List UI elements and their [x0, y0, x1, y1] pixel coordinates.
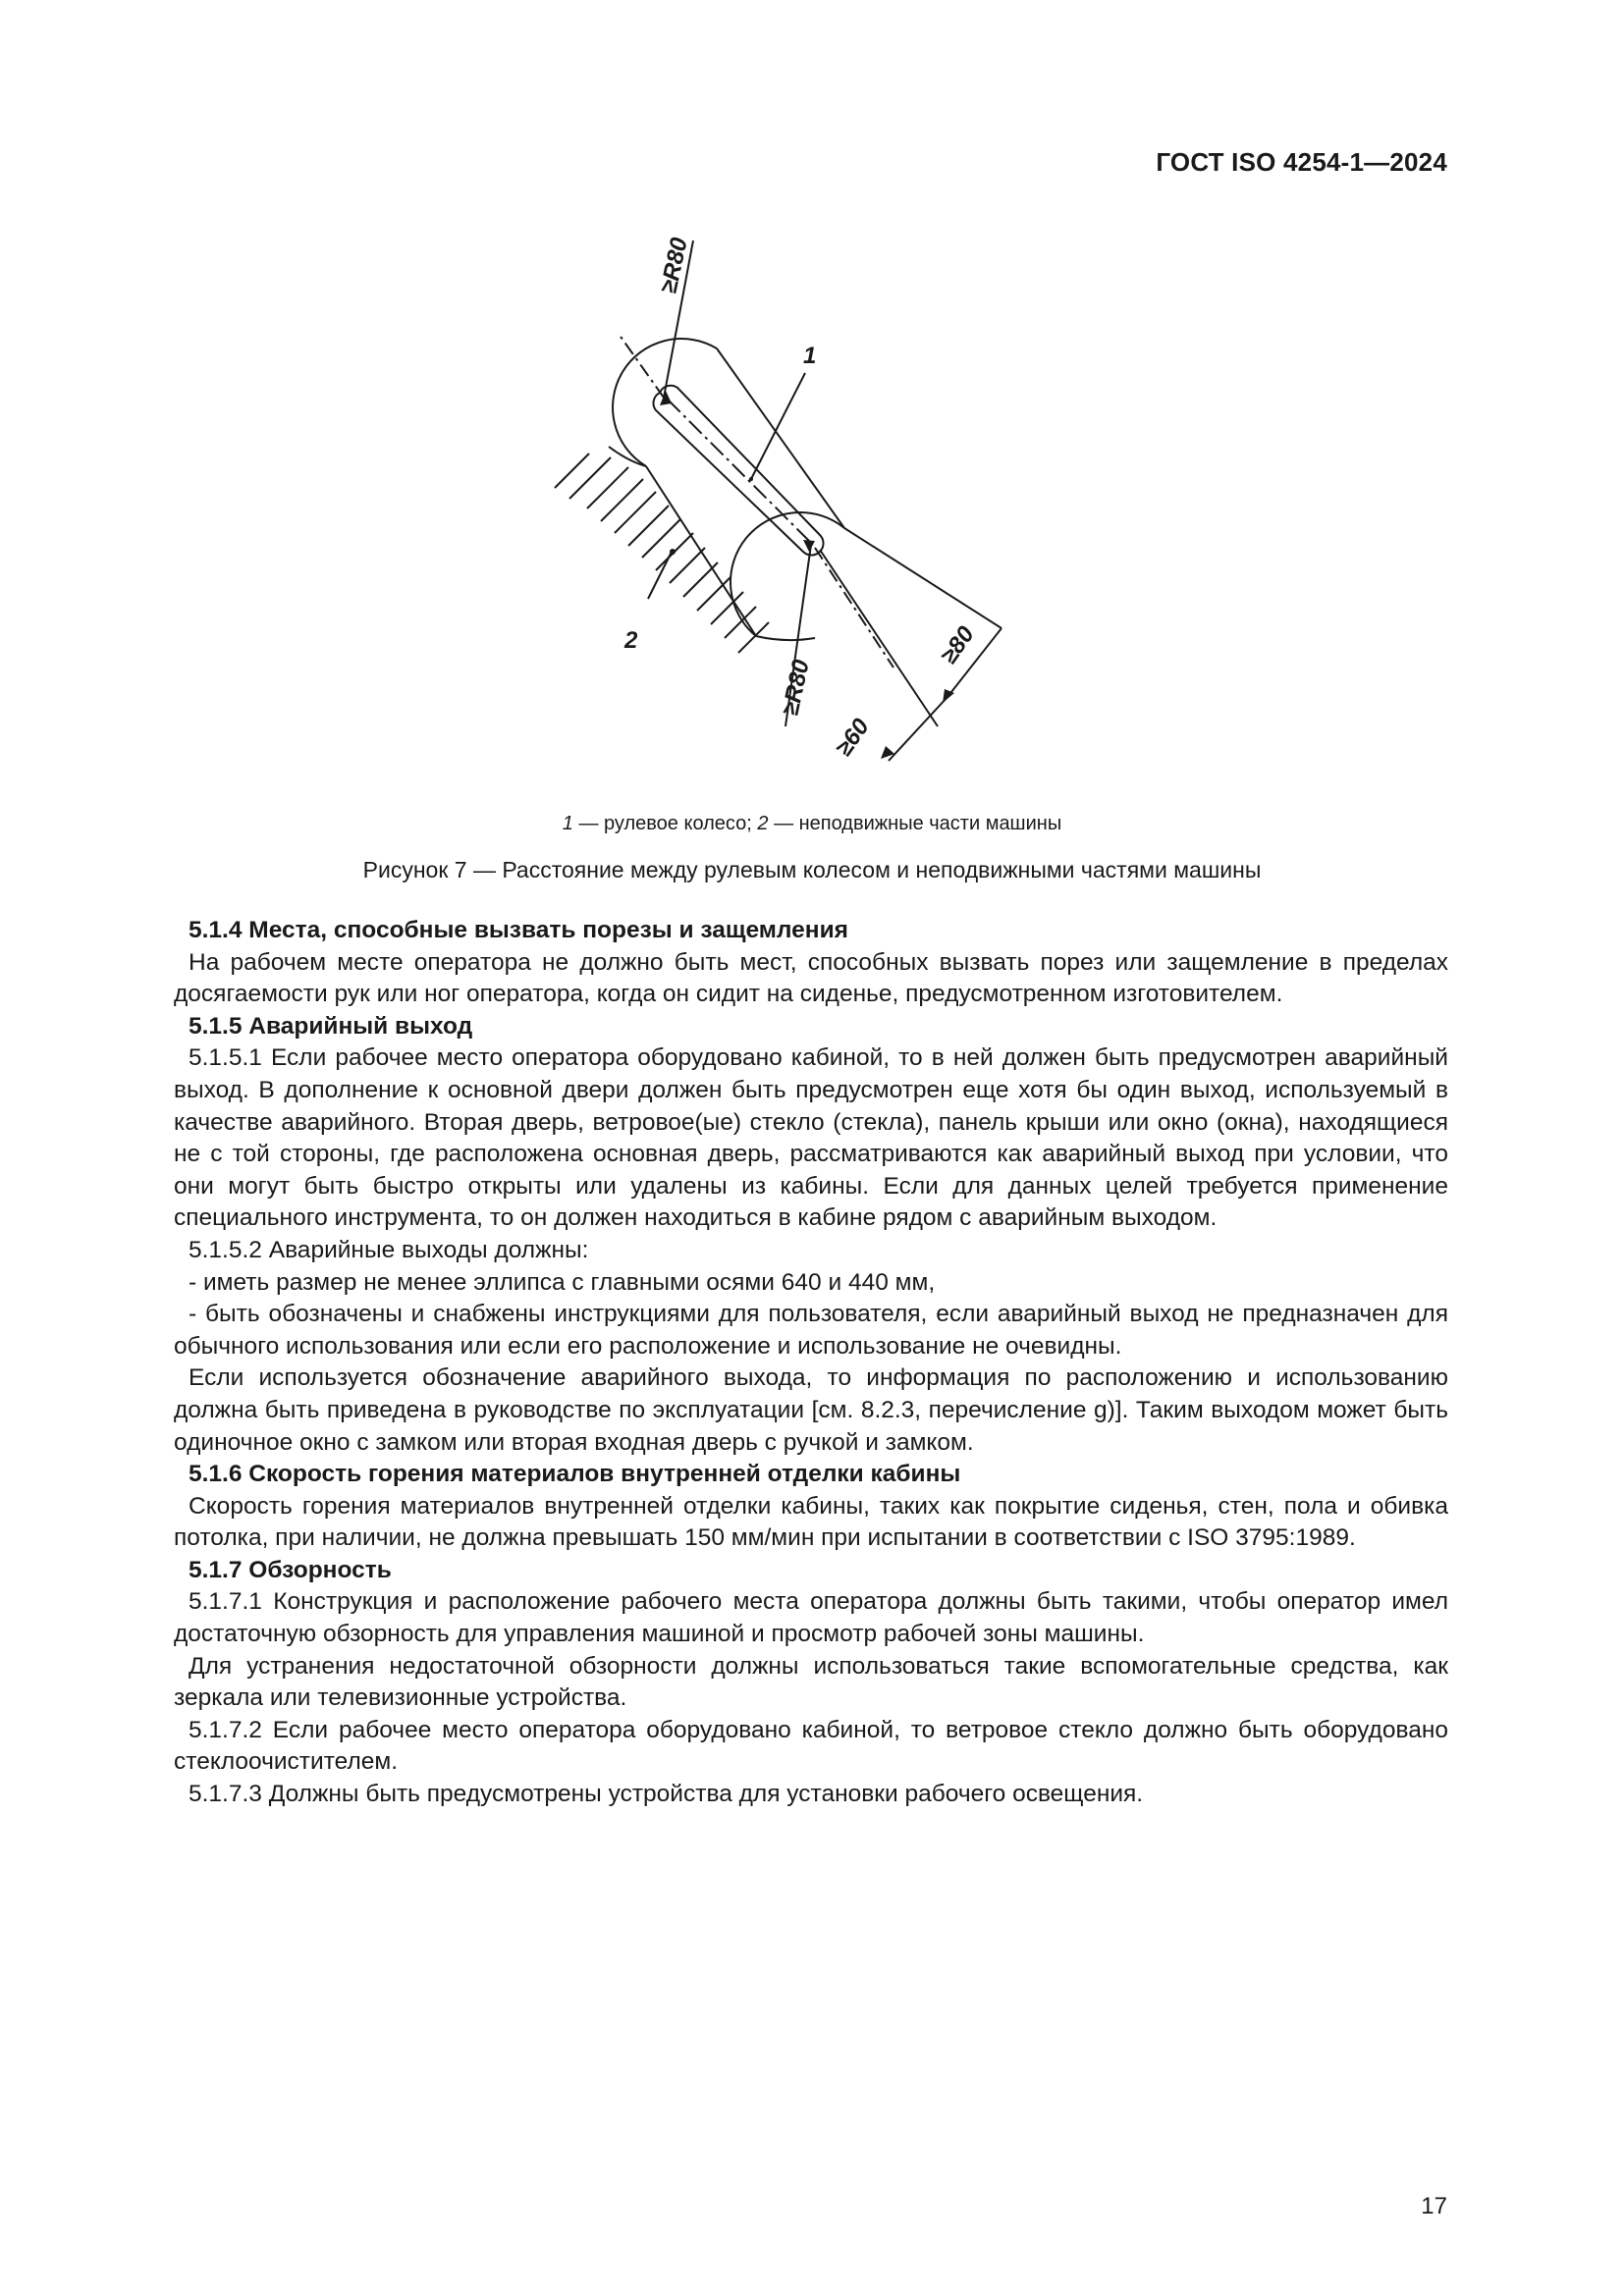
paragraph-5-1-7-2: 5.1.7.2 Если рабочее место оператора оборудовано кабиной, то ветровое стекло должно быть оборудовано стеклоочистителем.: [174, 1716, 1448, 1776]
heading-5-1-5: 5.1.5 Аварийный выход: [189, 1012, 473, 1040]
legend-text-2: — неподвижные части машины: [768, 813, 1062, 834]
label-80: ≥80: [935, 621, 980, 669]
page-number: 17: [1421, 2193, 1447, 2219]
list-item: - иметь размер не менее эллипса с главными осями 640 и 440 мм,: [189, 1268, 936, 1296]
heading-5-1-4: 5.1.4 Места, способные вызвать порезы и защемления: [189, 917, 848, 943]
clearance-zone-lower-arc: [731, 512, 844, 636]
document-body: [174, 915, 1448, 1811]
legend-num-1: 1: [562, 813, 573, 834]
dimension-80-ext: [844, 528, 1001, 628]
paragraph-5-1-7-1: 5.1.7.1 Конструкция и расположение рабочего места оператора должны быть такими, чтобы оператор имел достаточную обзорность для управления машиной и просмотр рабочей зоны машины.: [174, 1588, 1448, 1648]
heading-5-1-7: 5.1.7 Обзорность: [189, 1556, 392, 1583]
paragraph-5-1-7-1-continued: Для устранения недостаточной обзорности должны использоваться такие вспомогательные средства, как зеркала или телевизионные устройства.: [174, 1652, 1448, 1712]
figure-caption: Рисунок 7 — Расстояние между рулевым колесом и неподвижными частями машины: [362, 857, 1262, 882]
label-r80-bottom: ≥R80: [777, 657, 815, 719]
label-r80-top: ≥R80: [655, 235, 693, 296]
figure-legend: [0, 813, 1624, 835]
document-header: ГОСТ ISO 4254-1—2024: [1156, 147, 1447, 177]
steering-wheel-centerline: [668, 400, 813, 545]
heading-5-1-6: 5.1.6 Скорость горения материалов внутренней отделки кабины: [189, 1461, 961, 1488]
legend-text-1: — рулевое колесо;: [572, 813, 758, 834]
paragraph-5-1-5-1: 5.1.5.1 Если рабочее место оператора оборудовано кабиной, то в ней должен быть предусмотрен аварийный выход. В дополнение к основной двери должен быть предусмотрен еще хотя бы один выход, используемый в качестве аварийного. Вторая дверь, ветровое(ые) стекло (стекла), панель крыши или окно (окна), находящиеся не с той стороны, где расположена основная дверь, рассматриваются как аварийный выход при условии, что они могут быть быстро открыты или удалены из кабины. Если для данных целей требуется применение специального инструмента, то он должен находиться в кабине рядом с аварийным выходом.: [174, 1044, 1448, 1232]
legend-num-2: 2: [757, 813, 769, 834]
callout-1: 1: [803, 343, 817, 369]
clearance-zone-side-upper: [717, 348, 844, 528]
paragraph-5-1-7-3: 5.1.7.3 Должны быть предусмотрены устройства для установки рабочего освещения.: [189, 1781, 1144, 1808]
paragraph-5-1-5-2-continued: Если используется обозначение аварийного выхода, то информация по расположению и использованию должна быть приведена в руководстве по эксплуатации [см. 8.2.3, перечисление g)]. Таким выходом может быть одиночное окно с замком или вторая входная дверь с ручкой и замком.: [174, 1364, 1448, 1456]
steering-wheel-clearance-figure: [491, 216, 1080, 785]
label-60: ≥60: [830, 714, 875, 762]
paragraph-5-1-4: На рабочем месте оператора не должно быть мест, способных вызвать порез или защемление в пределах досягаемости рук или ног оператора, когда он сидит на сиденье, предусмотренном изготовителем.: [174, 948, 1448, 1008]
callout-2: 2: [624, 627, 638, 654]
fixed-part-outline: [609, 447, 815, 640]
dimension-60-line: [889, 697, 947, 761]
paragraph-5-1-6: Скорость горения материалов внутренней отделки кабины, таких как покрытие сиденья, стен, пола и обивка потолка, при наличии, не должна превышать 150 мм/мин при испытании в соответствии с ISO 3795:1989.: [174, 1492, 1448, 1552]
callout-2-leader: [648, 550, 673, 599]
paragraph-5-1-5-2: 5.1.5.2 Аварийные выходы должны:: [189, 1236, 589, 1263]
list-item: - быть обозначены и снабжены инструкциями для пользователя, если аварийный выход не предназначен для обычного использования или если его расположение и использование не очевидны.: [174, 1301, 1448, 1360]
